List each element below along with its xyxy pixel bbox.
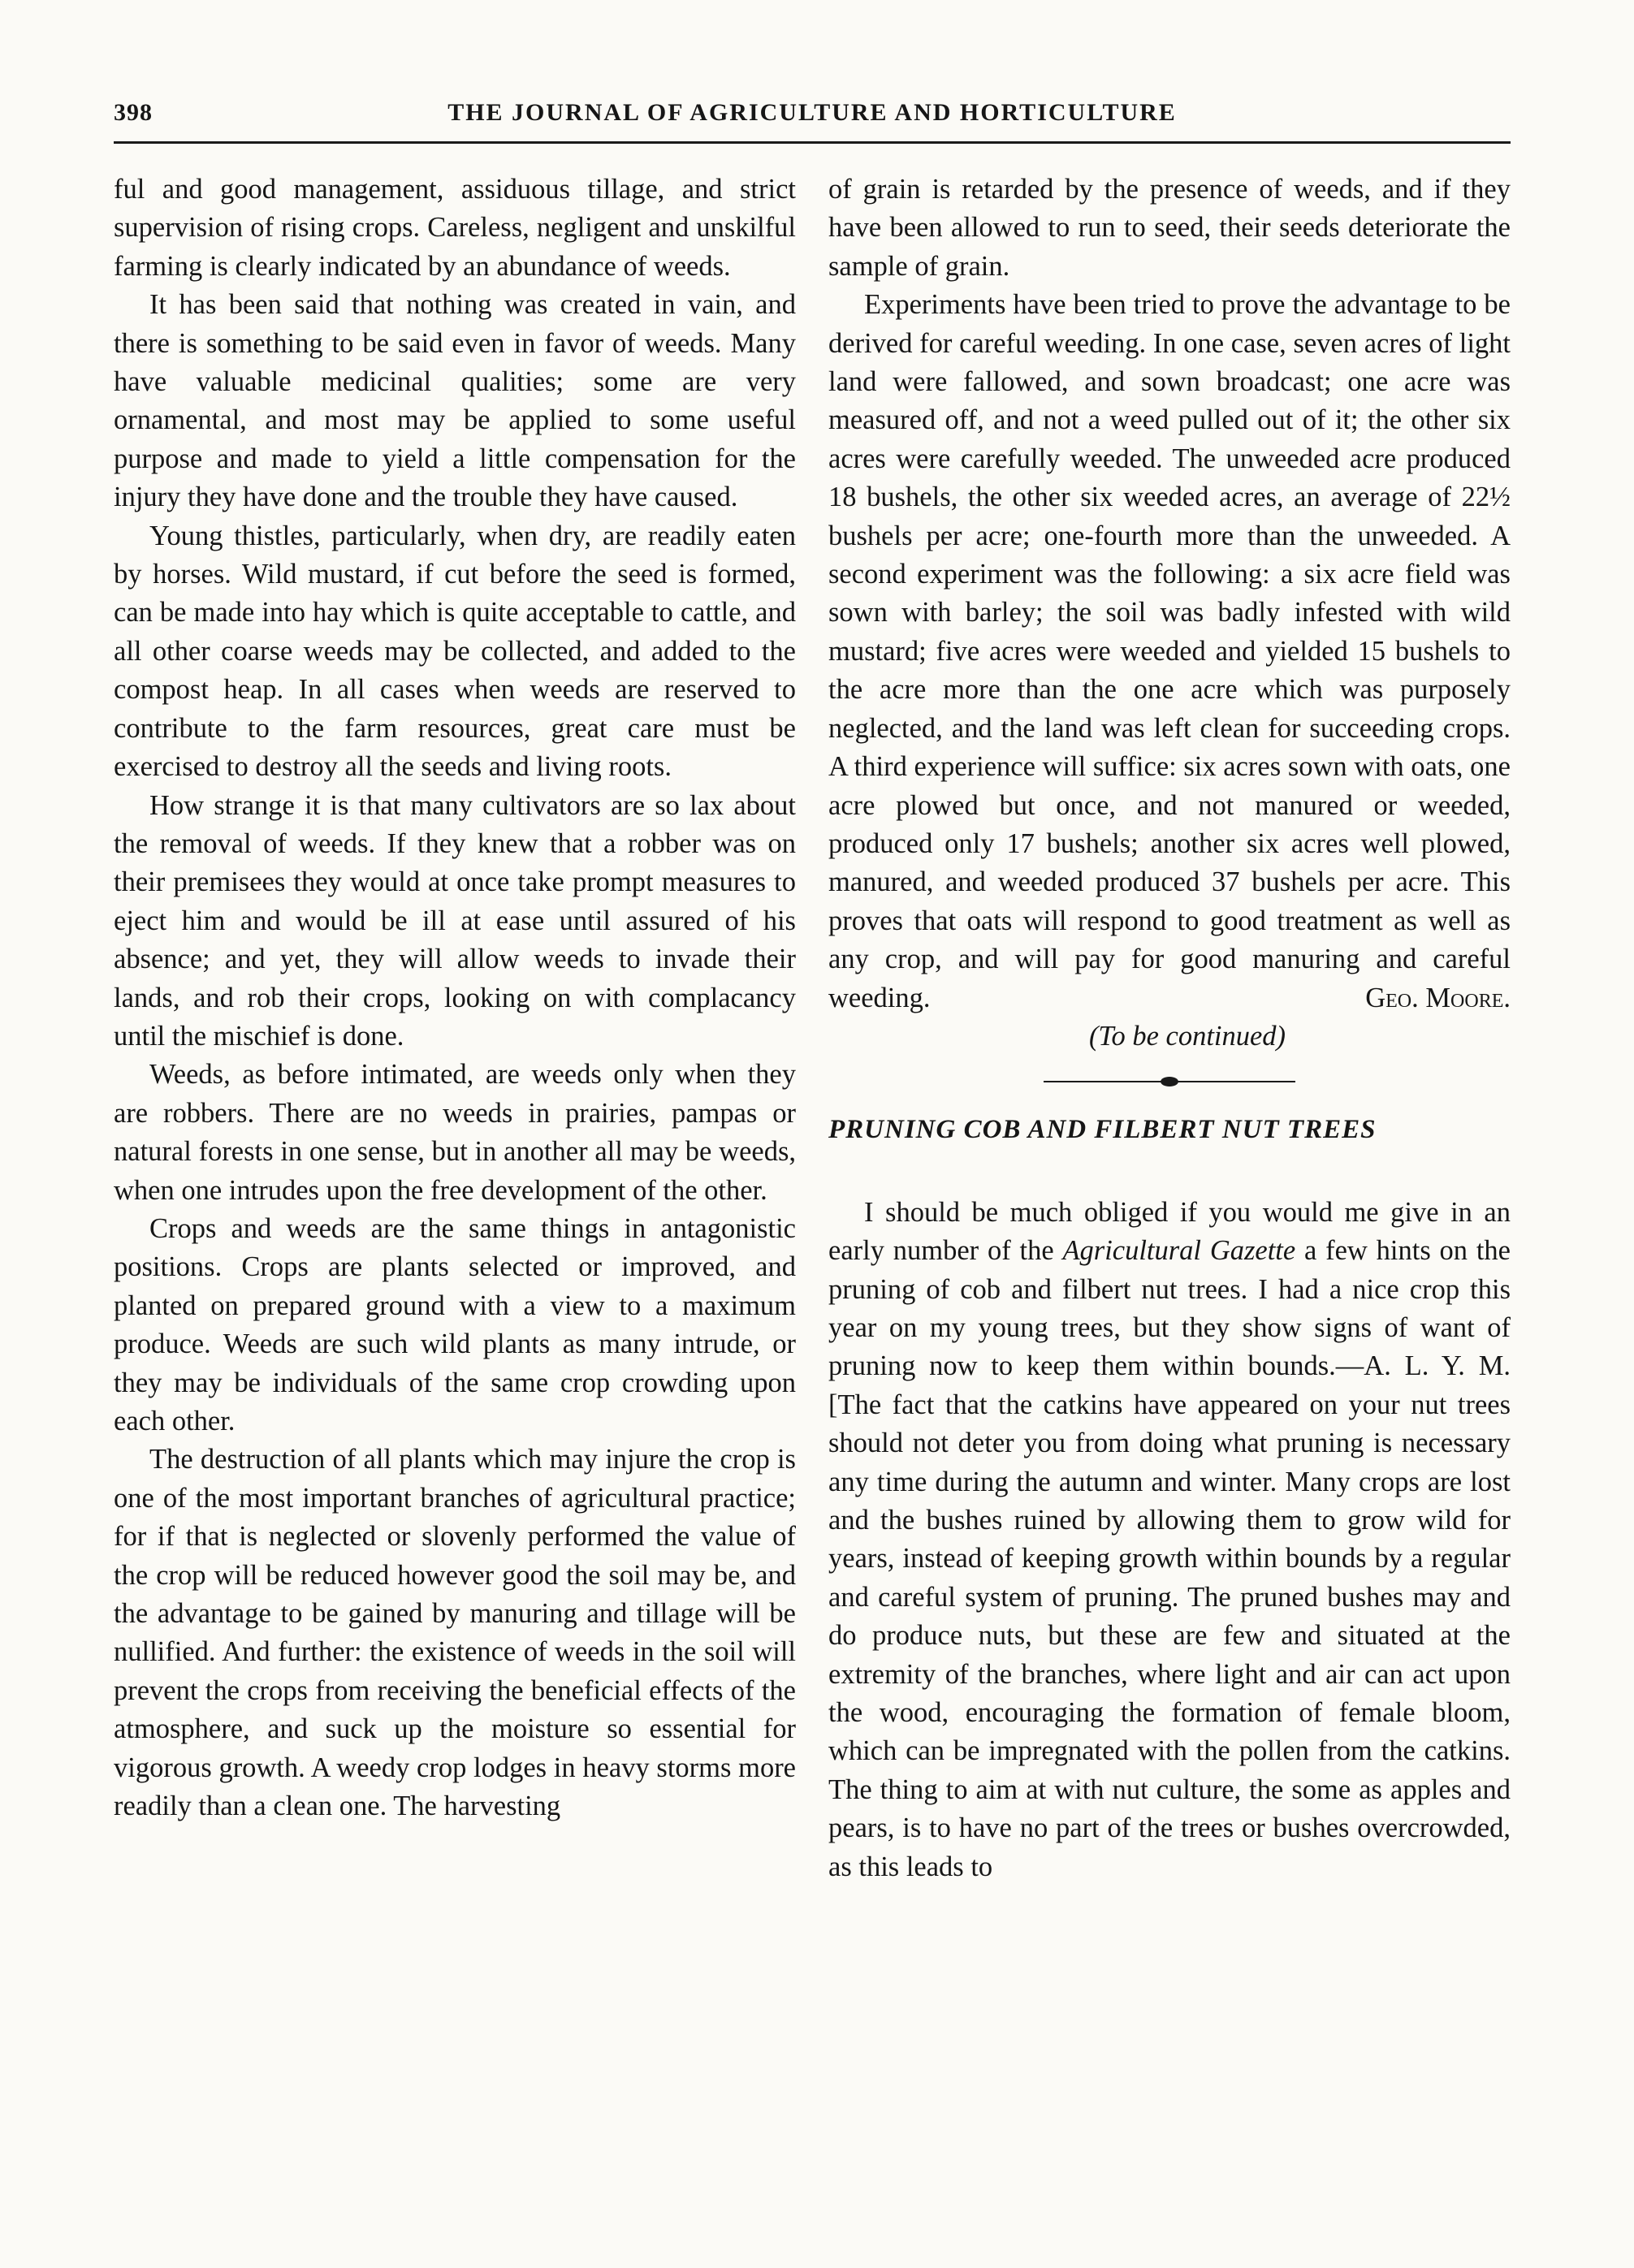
paragraph: ful and good management, assiduous tillage, and strict supervision of rising crops. Careless, negligent and unskilful farming is clearly indicated by an abundance of weeds. bbox=[114, 174, 796, 282]
divider-dot bbox=[1161, 1077, 1178, 1086]
paragraph: It has been said that nothing was created in vain, and there is something to be said even in favor of weeds. Many have valuable medicinal qualities; some are very ornamental, and most may be applied to some useful purpose and made to yield a little compensation for the injury they have done and the trouble they have caused. bbox=[114, 289, 796, 513]
page-number: 398 bbox=[114, 99, 153, 126]
question-paragraph bbox=[828, 1194, 1511, 1886]
journal-page bbox=[114, 89, 1511, 2217]
right-column bbox=[828, 171, 1511, 1886]
paragraph-text: Experiments have been tried to prove the advantage to be derived for careful weeding. In one case, seven acres of light land were fallowed, and sown broadcast; one acre was measured off, and not a weed pulled out of it; the other six acres were carefully weeded. The unweeded acre produced 18 bushels, the other six weeded acres, an average of 22½ bushels per acre; one-fourth more than the unweeded. A second experiment was the following: a six acre field was sown with barley; the soil was badly infested with wild mustard; five acres were weeded and yielded 15 bushels to the acre more than the one acre which was purposely neglected, and the land was left clean for succeeding crops. A third experience will suffice: six acres sown with oats, one acre plowed but once, and not manured or weeded, produced only 17 bushels; another six acres well plowed, manured, and weeded produced 37 bushels per acre. This proves that oats will respond to good treatment as well as any crop, and will pay for good manuring and careful weeding. bbox=[828, 289, 1511, 1013]
text-columns bbox=[114, 171, 1511, 1886]
paragraph: of grain is retarded by the presence of weeds, and if they have been allowed to run to seed, their seeds deteriorate the sample of grain. bbox=[828, 174, 1511, 282]
left-column bbox=[114, 171, 796, 1886]
paragraph: Young thistles, particularly, when dry, are readily eaten by horses. Wild mustard, if cut before the seed is formed, can be made into hay which is quite acceptable to cattle, and all other coarse weeds may be collected, and added to the compost heap. In all cases when weeds are reserved to contribute to the farm resources, great care must be exercised to destroy all the seeds and living roots. bbox=[114, 520, 796, 783]
paragraph-text: I should be much obliged if you would me give in an early number of the bbox=[828, 1196, 1511, 1267]
author-signature: Geo. Moore. bbox=[1365, 982, 1511, 1013]
continued-note: (To be continued) bbox=[1088, 1020, 1286, 1052]
paragraph: How strange it is that many cultivators are so lax about the removal of weeds. If they knew that a robber was on their premisees they would at once take prompt measures to eject him and would be ill at ease until assured of his absence; and yet, they will allow weeds to invade their lands, and rob their crops, looking on with complacancy until the mischief is done. bbox=[114, 789, 796, 1052]
section-title: PRUNING COB AND FILBERT NUT TREES bbox=[828, 1115, 1377, 1145]
paragraph-text: a few hints on the pruning of cob and filbert nut trees. I had a nice crop this year on my young trees, but they show signs of want of pruning now to keep them within bounds.—A. L. Y. M. [The fact that the catkins have appeared on your nut trees should not deter you from doing what pruning is necessary any time during the autumn and winter. Many crops are lost and the bushes ruined by allowing them to grow wild for years, instead of keeping growth within bounds by a regular and careful system of pruning. The pruned bushes may and do produce nuts, but these are few and situated at the extremity of the branches, where light and air can act upon the wood, encouraging the formation of female bloom, which can be impregnated with the pollen from the catkins. The thing to aim at with nut culture, the some as apples and pears, is to have no part of the trees or bushes overcrowded, as this leads to bbox=[828, 1235, 1511, 1882]
paragraph: Crops and weeds are the same things in antagonistic positions. Crops are plants selected or improved, and planted on prepared ground with a view to a maximum produce. Weeds are such wild plants as many intrude, or they may be individuals of the same crop crowding upon each other. bbox=[114, 1212, 796, 1436]
section-divider-ornament bbox=[1044, 1077, 1295, 1086]
page-header bbox=[114, 89, 1511, 144]
running-title: THE JOURNAL OF AGRICULTURE AND HORTICULTURE bbox=[447, 99, 1177, 126]
paragraph: The destruction of all plants which may injure the crop is one of the most important branches of agricultural practice; for if that is neglected or slovenly performed the value of the crop will be reduced however good the soil may be, and the advantage to be gained by manuring and tillage will be nullified. And further: the existence of weeds in the soil will prevent the crops from receiving the beneficial effects of the atmosphere, and suck up the moisture so essential for vigorous growth. A weedy crop lodges in heavy storms more readily than a clean one. The harvesting bbox=[114, 1444, 796, 1822]
paragraph: Weeds, as before intimated, are weeds only when they are robbers. There are no weeds in prairies, pampas or natural forests in one sense, but in another all may be weeds, when one intrudes upon the free development of the other. bbox=[114, 1059, 796, 1206]
paragraph-with-signature bbox=[828, 286, 1511, 1017]
publication-name: Agricultural Gazette bbox=[1062, 1235, 1296, 1267]
